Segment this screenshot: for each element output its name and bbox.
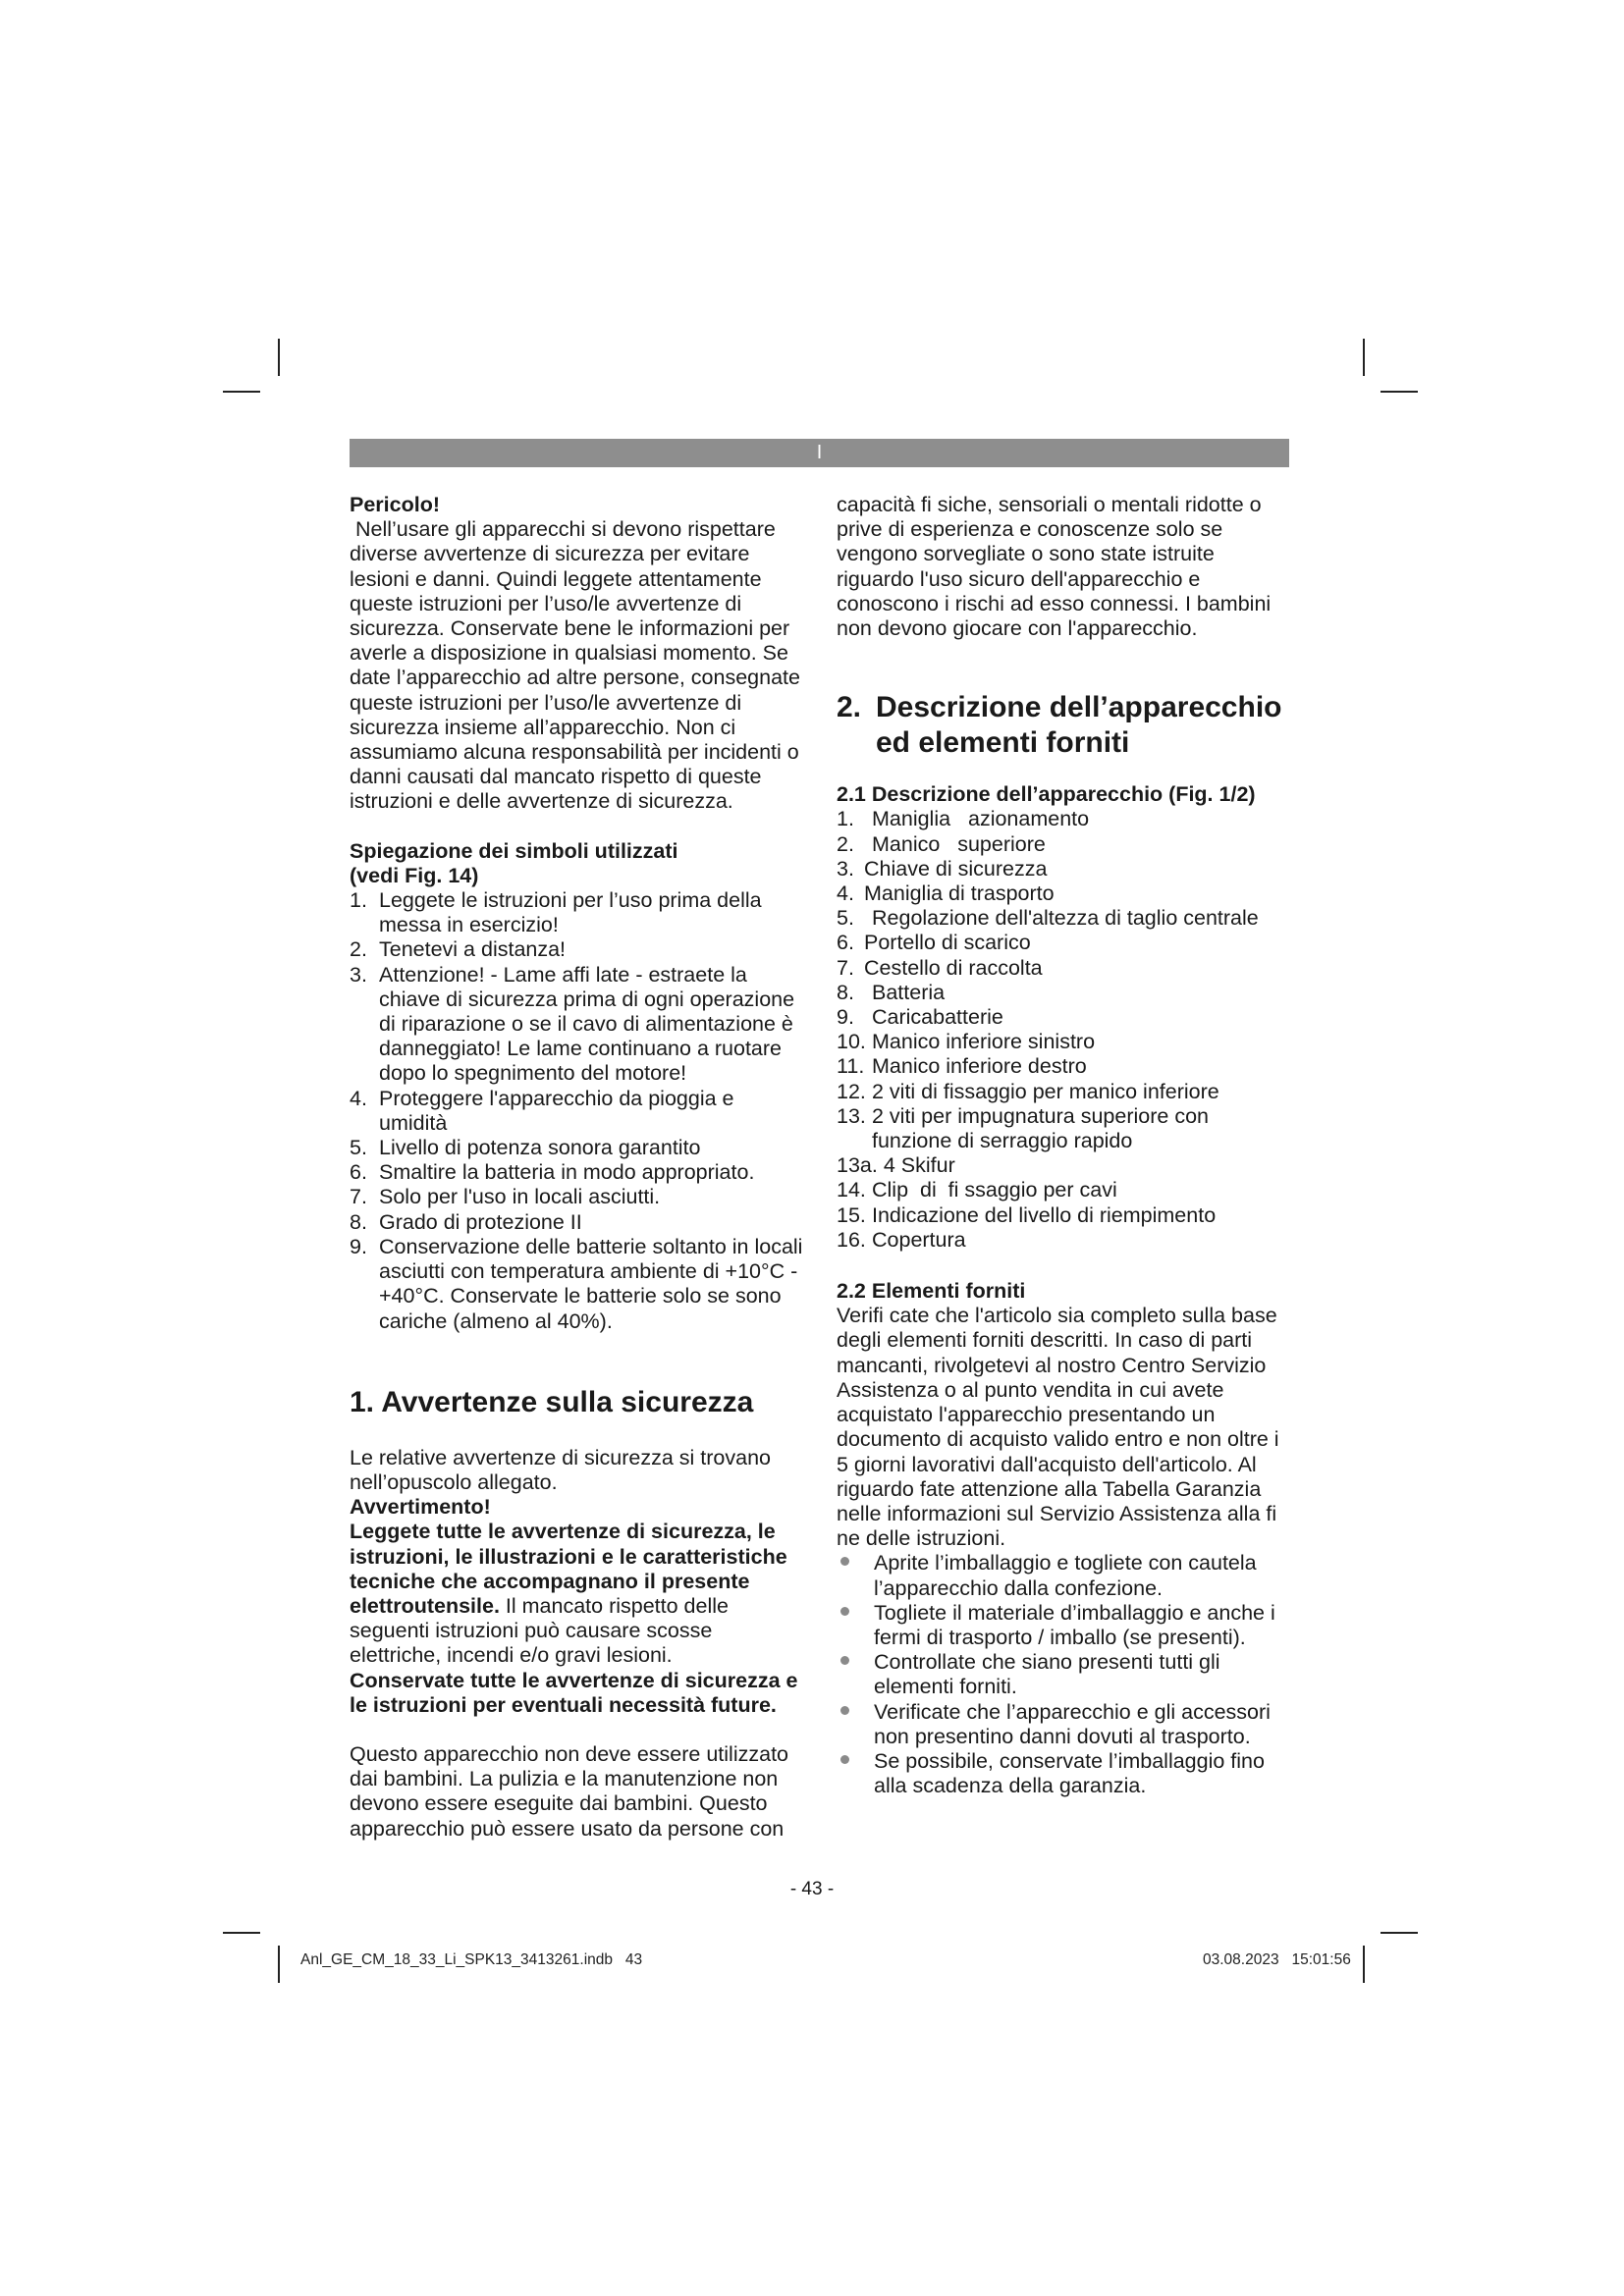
crop-mark (278, 1946, 280, 1983)
subsection-2-2-text: Verifi cate che l'articolo sia completo sulla base degli elementi forniti descritti. In caso di parti mancanti, rivolgetevi al nostro Centro Servizio Assistenza o al punto vendita in cui avete acquistato l'apparecchio presentando un documento di acquisto valido entro e non oltre i 5 giorni lavorativi dall'acquisto dell'articolo. Al riguardo fate attenzione alla Tabella Garanzia nelle informazioni sul Servizio Assistenza alla fi ne delle istruzioni. (837, 1304, 1279, 1551)
page-number: - 43 - (789, 1879, 835, 1899)
subsection-2-1-title: 2.1 Descrizione dell’apparecchio (Fig. 1/2) (837, 782, 1256, 807)
parts-list (837, 807, 1293, 1253)
list-item: 13. 2 viti per impugnatura superiore con funzione di serraggio rapido (837, 1103, 1209, 1153)
section-1-children-text: Questo apparecchio non deve essere utilizzato dai bambini. La pulizia e la manutenzione non devono essere eseguite dai bambini. Questo apparecchio può essere usato da persone con (350, 1741, 788, 1841)
bullet-icon (840, 1557, 849, 1566)
bullet-icon (840, 1755, 849, 1764)
section-1-intro: Le relative avvertenze di sicurezza si trovano nell’opuscolo allegato. (350, 1445, 772, 1494)
crop-mark (1363, 339, 1365, 376)
list-item: 13a. 4 Skifur (837, 1153, 955, 1178)
list-item: 3. Chiave di sicurezza (837, 856, 1048, 881)
section-2-title: 2. Descrizione dell’apparecchio ed elementi forniti (837, 691, 1282, 760)
list-item: 11. Manico inferiore destro (837, 1054, 1087, 1079)
danger-text: Nell’usare gli apparecchi si devono rispettare diverse avvertenze di sicurezza per evitare lesioni e danni. Quindi leggete attentamente queste istruzioni per l’uso/le avvertenze di sicurezza. Conservate bene le informazioni per averle a disposizione in qualsiasi momento. Se date l’apparecchio ad altre persone, consegnate queste istruzioni per l’uso/le avvertenze di sicurezza insieme all’apparecchio. Non ci assumiamo alcuna responsabilità per incidenti o danni causati dal mancato rispetto di queste istruzioni e delle avvertenze di sicurezza. (350, 517, 806, 814)
list-item: 6. Smaltire la batteria in modo appropriato. (350, 1160, 755, 1185)
bullet-icon (840, 1607, 849, 1616)
bullet-icon (840, 1656, 849, 1665)
footer-file-info: Anl_GE_CM_18_33_Li_SPK13_3413261.indb 43 (300, 1951, 643, 1968)
right-column (837, 493, 1293, 1798)
crop-mark (1380, 1932, 1418, 1934)
section-1-warning-text: Leggete tutte le avvertenze di sicurezza, le istruzioni, le illustrazioni e le caratteristiche tecniche che accompagnano il presente elettroutensile. Il mancato rispetto delle seguenti istruzioni può causare scosse elettriche, incendi e/o gravi lesioni. (350, 1520, 787, 1668)
list-item: 9. Conservazione delle batterie soltanto in locali asciutti con temperatura ambiente di +10°C - +40°C. Conservate le batterie solo se sono cariche (almeno al 40%). (350, 1234, 803, 1333)
unpacking-list (837, 1551, 1293, 1798)
list-item: Aprite l’imballaggio e togliete con cautela l’apparecchio dalla confezione. (837, 1551, 1293, 1600)
symbols-title: Spiegazione dei simboli utilizzati (350, 838, 678, 863)
crop-mark (1380, 391, 1418, 393)
crop-mark (1363, 1946, 1365, 1983)
list-item: 8. Grado di protezione II (350, 1209, 582, 1234)
danger-title: Pericolo! (350, 493, 440, 516)
list-item: 5. Livello di potenza sonora garantito (350, 1136, 701, 1160)
list-item: 1. Leggete le istruzioni per l’uso prima della messa in esercizio! (350, 888, 762, 937)
section-1-keep-instructions: Conservate tutte le avvertenze di sicurezza e le istruzioni per eventuali necessità future. (350, 1668, 798, 1717)
header-bar (350, 439, 1289, 467)
bullet-icon (840, 1706, 849, 1715)
list-item: Verificate che l’apparecchio e gli accessori non presentino danni dovuti al trasporto. (837, 1700, 1293, 1749)
list-item: 7. Solo per l'uso in locali asciutti. (350, 1185, 661, 1209)
continued-text: capacità fi siche, sensoriali o mentali ridotte o prive di esperienza e conoscenze solo se vengono sorvegliate o sono state istruite riguardo l'uso sicuro dell'apparecchio e conoscono i rischi ad esso connessi. I bambini non devono giocare con l'apparecchio. (837, 493, 1272, 641)
footer-timestamp: 03.08.2023 15:01:56 (1203, 1951, 1351, 1968)
list-item: 9. Caricabatterie (837, 1005, 1003, 1030)
list-item: 4. Maniglia di trasporto (837, 881, 1055, 906)
warning-label: Avvertimento! (350, 1495, 491, 1520)
list-item: 6. Portello di scarico (837, 931, 1031, 955)
list-item: 5. Regolazione dell'altezza di taglio centrale (837, 906, 1259, 931)
list-item: 15. Indicazione del livello di riempimento (837, 1202, 1217, 1227)
list-item: Togliete il materiale d’imballaggio e anche i fermi di trasporto / imballo (se presenti). (837, 1601, 1293, 1650)
section-1-title: 1. Avvertenze sulla sicurezza (350, 1385, 754, 1418)
list-item: 3. Attenzione! - Lame affi late - estraete la chiave di sicurezza prima di ogni operazione di riparazione o se il cavo di alimentazione è danneggiato! Le lame continuano a ruotare dopo lo spegnimento del motore! (350, 962, 795, 1086)
list-item: 1. Maniglia azionamento (837, 807, 1090, 831)
list-item: 2. Tenetevi a distanza! (350, 937, 567, 962)
list-item: 12. 2 viti di fissaggio per manico inferiore (837, 1079, 1219, 1103)
crop-mark (223, 391, 260, 393)
crop-mark (223, 1932, 260, 1934)
list-item: Controllate che siano presenti tutti gli elementi forniti. (837, 1650, 1293, 1699)
crop-mark (278, 339, 280, 376)
list-item: 4. Proteggere l'apparecchio da pioggia e umidità (350, 1086, 734, 1135)
list-item: 16. Copertura (837, 1227, 966, 1252)
language-mark: I (816, 442, 823, 463)
left-column (350, 493, 806, 1842)
list-item: 8. Batteria (837, 980, 946, 1004)
list-item: 7. Cestello di raccolta (837, 955, 1043, 980)
list-item: Se possibile, conservate l’imballaggio fino alla scadenza della garanzia. (837, 1749, 1293, 1798)
list-item: 14. Clip di fi ssaggio per cavi (837, 1178, 1117, 1202)
list-item: 2. Manico superiore (837, 831, 1046, 856)
list-item: 10. Manico inferiore sinistro (837, 1030, 1096, 1054)
subsection-2-2-title: 2.2 Elementi forniti (837, 1279, 1026, 1304)
symbols-list (350, 888, 803, 1334)
symbols-title-ref: (vedi Fig. 14) (350, 863, 479, 887)
